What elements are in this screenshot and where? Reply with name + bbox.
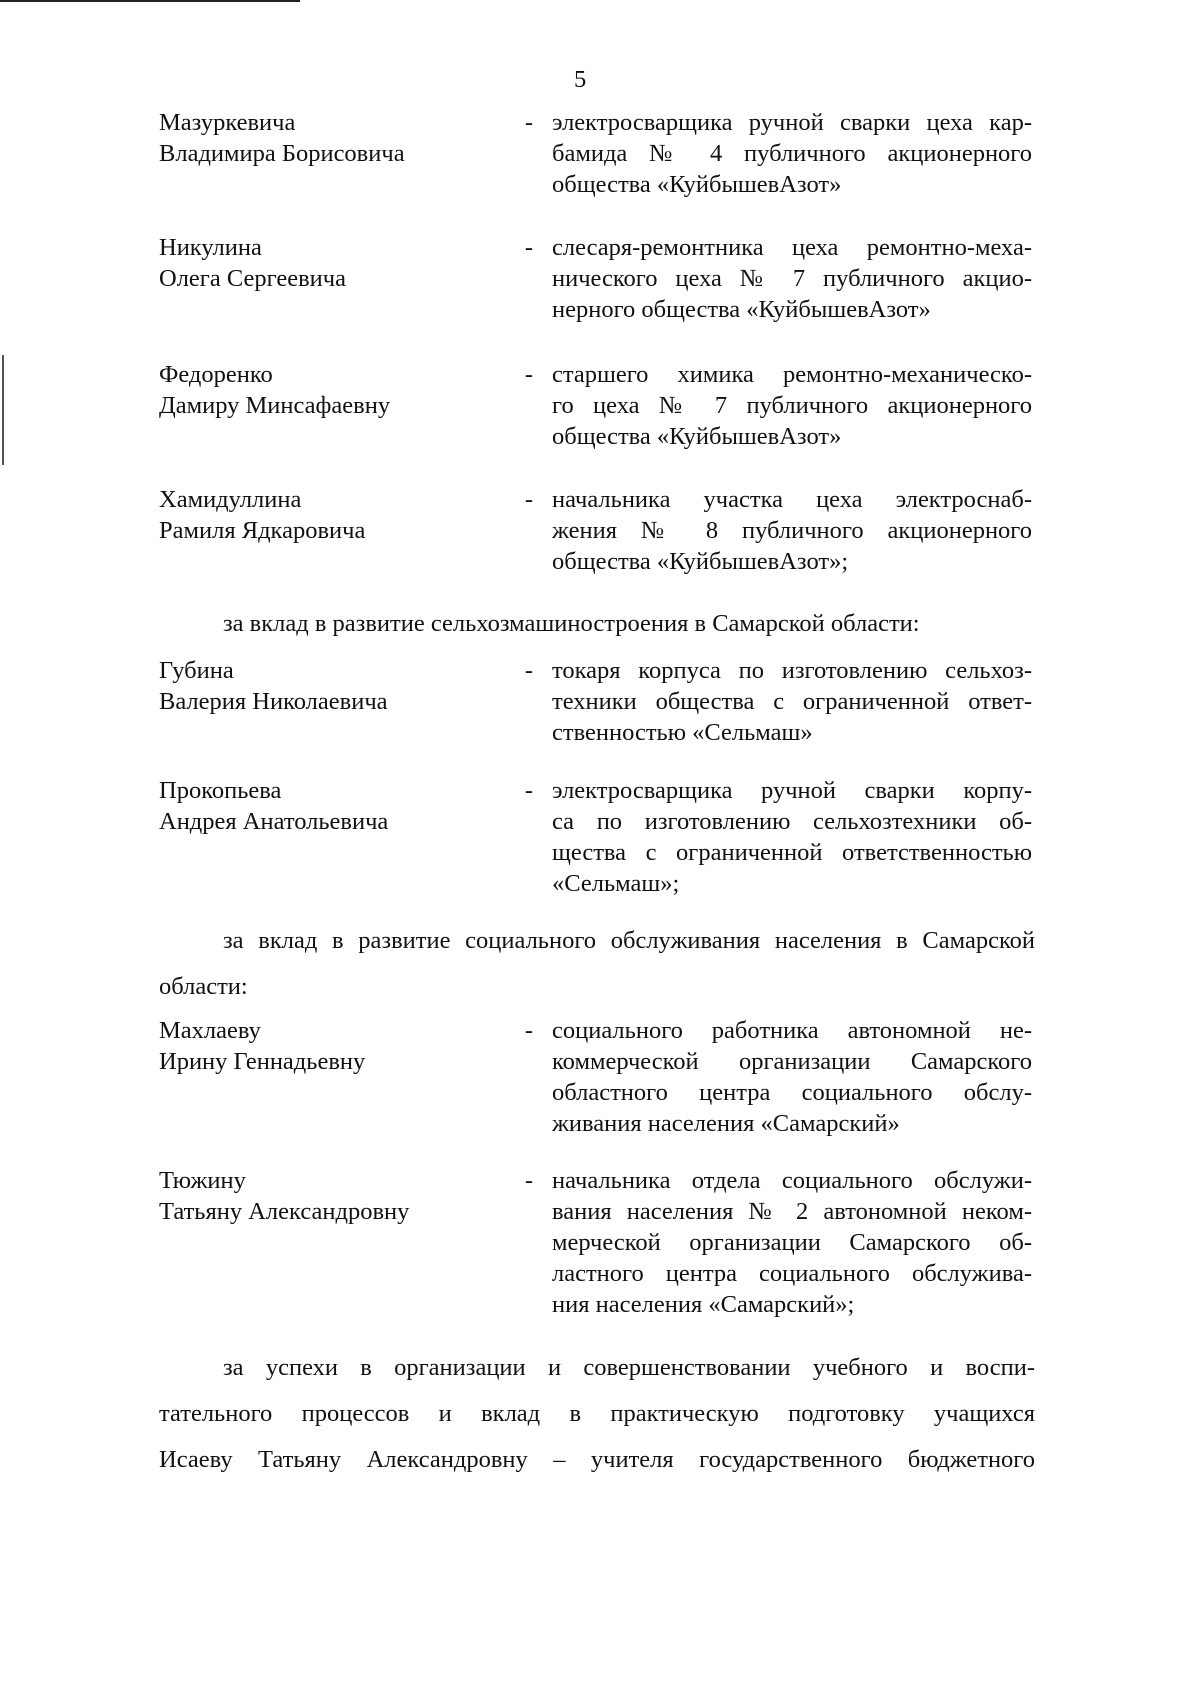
person-name: Тюжину Татьяну Александровну xyxy=(159,1167,410,1225)
dash: - xyxy=(524,657,534,684)
person-name: Махлаеву Ирину Геннадьевну xyxy=(159,1017,366,1075)
section-paragraph-education: за успехи в организации и совершенствовании учебного и воспи- тательного процессов и вклад в практическую подготовку учащихся Исаеву Татьяну Александровну – учителя государственного бюджетного xyxy=(159,1354,1035,1473)
dash: - xyxy=(524,1167,534,1194)
position-description: слесаря-ремонтника цеха ремонтно-меха- нического цеха № 7 публичного акцио- нерного общества «КуйбышевАзот» xyxy=(552,234,1032,323)
position-description: начальника отдела социального обслужи- вания населения № 2 автономной неком- мерческой организации Самарского об- ластного центра социального обслужива- ния населения «Самарский»; xyxy=(552,1167,1032,1318)
dash: - xyxy=(524,486,534,513)
scan-border-left xyxy=(2,355,4,465)
section-heading-social: за вклад в развитие социального обслуживания населения в Самарской xyxy=(223,927,1035,954)
dash: - xyxy=(524,1017,534,1044)
dash: - xyxy=(524,109,534,136)
person-name: Хамидуллина Рамиля Ядкаровича xyxy=(159,486,366,544)
position-description: токаря корпуса по изготовлению сельхоз- техники общества с ограниченной ответ- ственностью «Сельмаш» xyxy=(552,657,1032,746)
position-description: старшего химика ремонтно-механическо- го цеха № 7 публичного акционерного общества «КуйбышевАзот» xyxy=(552,361,1032,450)
dash: - xyxy=(524,361,534,388)
section-heading-agri: за вклад в развитие сельхозмашиностроения в Самарской области: xyxy=(223,610,920,637)
page-number: 5 xyxy=(574,66,587,93)
dash: - xyxy=(524,234,534,261)
position-description: социального работника автономной не- коммерческой организации Самарского областного центра социального обслу- живания населения «Самарский» xyxy=(552,1017,1032,1137)
dash: - xyxy=(524,777,534,804)
person-name: Никулина Олега Сергеевича xyxy=(159,234,346,292)
person-name: Мазуркевича Владимира Борисовича xyxy=(159,109,405,167)
position-description: электросварщика ручной сварки цеха кар- бамида № 4 публичного акционерного общества «КуйбышевАзот» xyxy=(552,109,1032,198)
scan-border-top xyxy=(0,0,300,2)
position-description: начальника участка цеха электроснаб- жения № 8 публичного акционерного общества «КуйбышевАзот»; xyxy=(552,486,1032,575)
person-name: Губина Валерия Николаевича xyxy=(159,657,388,715)
person-name: Федоренко Дамиру Минсафаевну xyxy=(159,361,391,419)
section-heading-social-cont: области: xyxy=(159,973,248,1000)
position-description: электросварщика ручной сварки корпу- са по изготовлению сельхозтехники об- щества с ограниченной ответственностью «Сельмаш»; xyxy=(552,777,1032,897)
person-name: Прокопьева Андрея Анатольевича xyxy=(159,777,389,835)
